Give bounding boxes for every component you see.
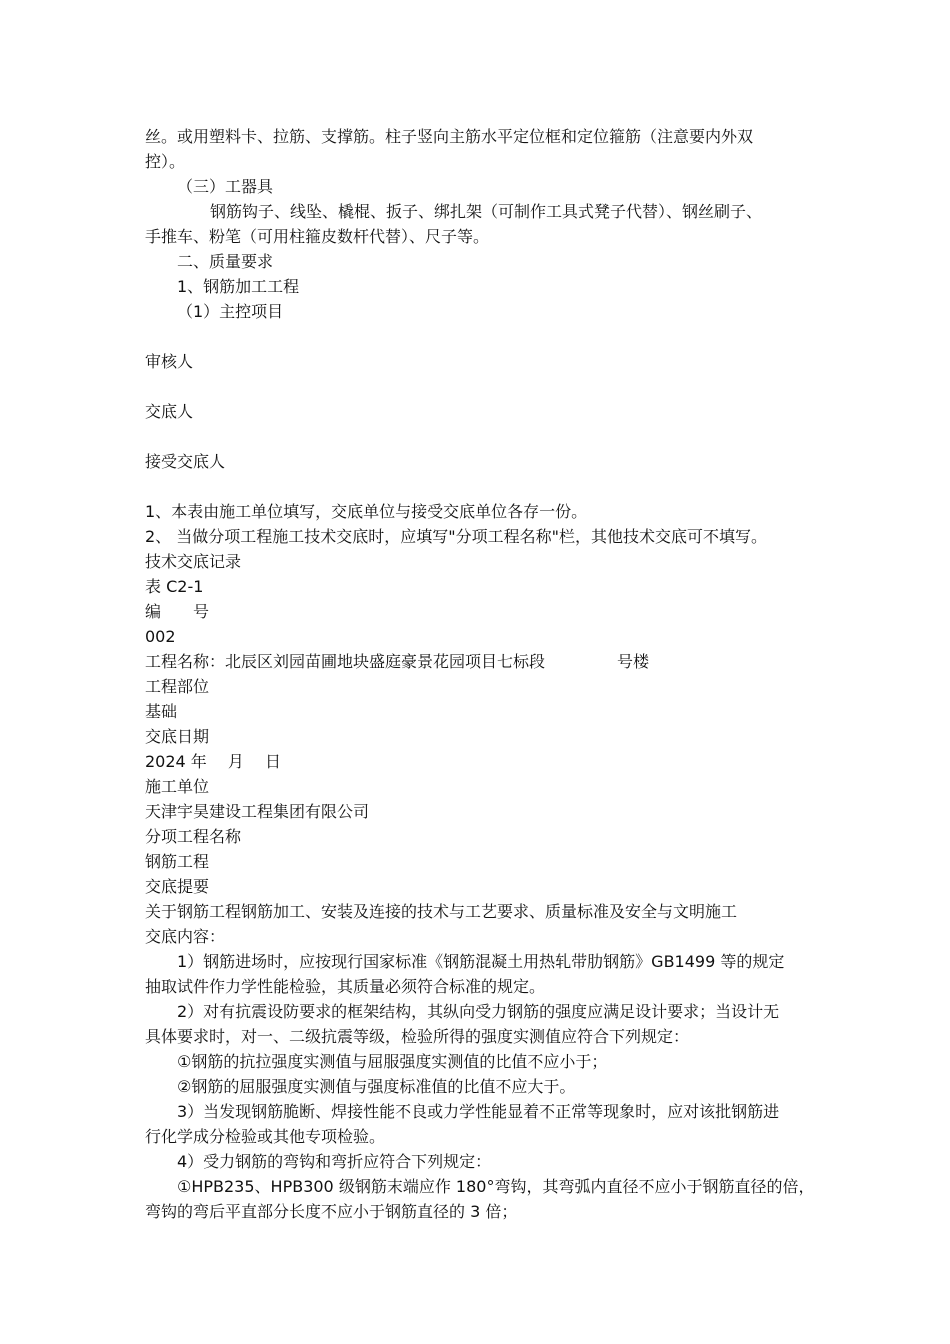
record-title: 技术交底记录 <box>145 552 242 571</box>
summary-label: 交底提要 <box>145 877 210 896</box>
main-control-heading: （1）主控项目 <box>177 302 284 321</box>
item2-sub-a: ①钢筋的抗拉强度实测值与屈服强度实测值的比值不应小于； <box>177 1052 608 1071</box>
date-label: 交底日期 <box>145 727 210 746</box>
item1-line-1: 1）钢筋进场时，应按现行国家标准《钢筋混凝土用热轧带肋钢筋》GB1499 等的规定 <box>177 952 785 971</box>
note-1: 1、本表由施工单位填写，交底单位与接受交底单位各存一份。 <box>145 502 588 521</box>
content-label: 交底内容： <box>145 927 226 946</box>
item2-line-1: 2）对有抗震设防要求的框架结构，其纵向受力钢筋的强度应满足设计要求；当设计无 <box>177 1002 780 1021</box>
item4-sub-a-line-2: 弯钩的弯后平直部分长度不应小于钢筋直径的 3 倍； <box>145 1202 518 1221</box>
item4-sub-a-line-1: ①HPB235、HPB300 级钢筋末端应作 180°弯钩，其弯弧内直径不应小于钢筋直径的倍， <box>177 1177 815 1196</box>
form-number: 表 C2-1 <box>145 577 204 596</box>
item3-line-1: 3）当发现钢筋脆断、焊接性能不良或力学性能显着不正常等现象时，应对该批钢筋进 <box>177 1102 780 1121</box>
materials-tail-line-2: 控）。 <box>145 152 186 171</box>
materials-tail-line-1: 丝。或用塑料卡、拉筋、支撑筋。柱子竖向主筋水平定位框和定位箍筋（注意要内外双 <box>145 127 754 146</box>
tools-heading: （三）工器具 <box>177 177 274 196</box>
project-name-suffix: 号楼 <box>617 652 650 671</box>
item3-line-2: 行化学成分检验或其他专项检验。 <box>145 1127 386 1146</box>
project-name-label: 工程名称：北辰区刘园苗圃地块盛庭豪景花园项目七标段 <box>145 652 546 671</box>
item2-line-2: 具体要求时，对一、二级抗震等级，检验所得的强度实测值应符合下列规定： <box>145 1027 690 1046</box>
quality-heading: 二、质量要求 <box>177 252 274 271</box>
project-name-line <box>145 649 649 674</box>
number-label: 编 号 <box>145 602 210 621</box>
unit-label: 施工单位 <box>145 777 210 796</box>
receiver-label: 接受交底人 <box>145 452 226 471</box>
unit-value: 天津宇昊建设工程集团有限公司 <box>145 802 370 821</box>
note-2: 2、 当做分项工程施工技术交底时，应填写"分项工程名称"栏，其他技术交底可不填写。 <box>145 527 767 546</box>
subproject-value: 钢筋工程 <box>145 852 210 871</box>
discloser-label: 交底人 <box>145 402 194 421</box>
processing-heading: 1、钢筋加工工程 <box>177 277 300 296</box>
subproject-label: 分项工程名称 <box>145 827 242 846</box>
date-value: 2024 年 月 日 <box>145 752 281 771</box>
reviewer-label: 审核人 <box>145 352 194 371</box>
item1-line-2: 抽取试件作力学性能检验，其质量必须符合标准的规定。 <box>145 977 546 996</box>
tools-text-line-1: 钢筋钩子、线坠、橇棍、扳子、绑扎架（可制作工具式凳子代替）、钢丝刷子、 <box>210 202 763 221</box>
part-label: 工程部位 <box>145 677 210 696</box>
part-value: 基础 <box>145 702 178 721</box>
item2-sub-b: ②钢筋的屈服强度实测值与强度标准值的比值不应大于。 <box>177 1077 576 1096</box>
summary-value: 关于钢筋工程钢筋加工、安装及连接的技术与工艺要求、质量标准及安全与文明施工 <box>145 902 738 921</box>
item4-heading: 4）受力钢筋的弯钩和弯折应符合下列规定： <box>177 1152 492 1171</box>
tools-text-line-2: 手推车、粉笔（可用柱箍皮数杆代替）、尺子等。 <box>145 227 490 246</box>
number-value: 002 <box>145 627 176 646</box>
